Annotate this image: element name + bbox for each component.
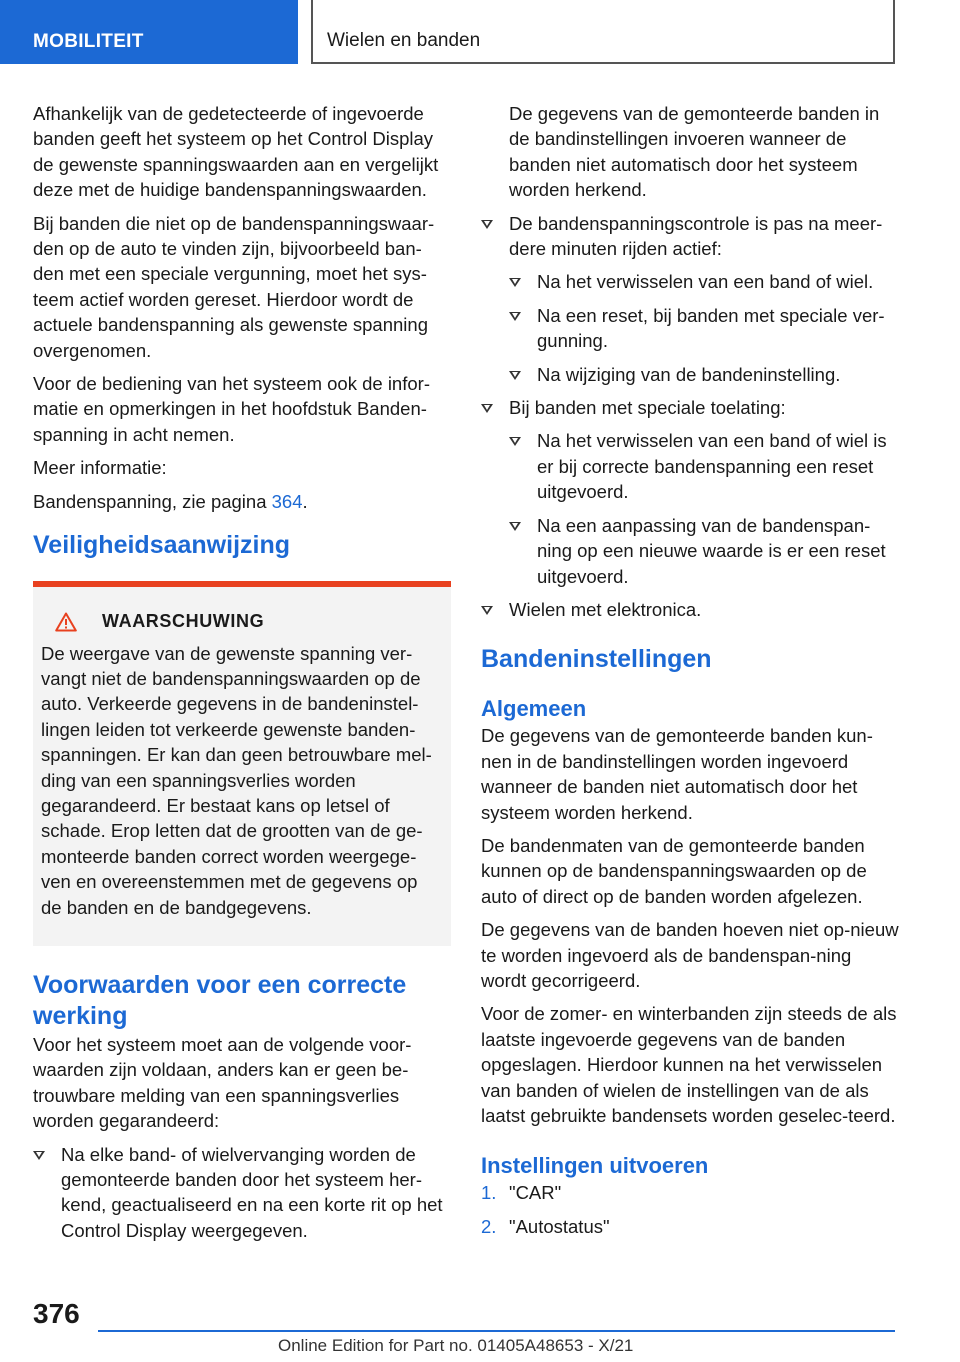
page-number: 376 — [33, 1298, 80, 1329]
paragraph: De gegevens van de gemonteerde banden kun-nen in de bandinstellingen worden ingevoerd wanneer de banden niet automatisch door het systeem worden herkend. — [481, 725, 873, 823]
list-item-text: Bij banden met speciale toelating: — [509, 397, 786, 419]
section-tab — [0, 0, 298, 64]
bullet-triangle-icon — [509, 312, 521, 321]
list-item-text: Wielen met elektronica. — [509, 598, 702, 620]
list-item-text: Na het verwisselen van een band of wiel. — [537, 271, 874, 293]
list-item — [481, 395, 901, 420]
section-label: MOBILITEIT — [33, 31, 144, 52]
bullet-triangle-icon — [509, 522, 521, 531]
paragraph: Voor de zomer- en winterbanden zijn steeds de als laatste ingevoerde gegevens van de banden opgeslagen. Hierdoor kunnen na het verwisselen van banden of wielen de instellingen van de als laatst gebruikte bandensets worden geselec-teerd. — [481, 1003, 897, 1126]
warning-text: De weergave van de gewenste spanning ver-vangt niet de bandenspanningswaarden op de auto. Verkeerde gegevens in de bandeninstel-lingen leiden tot verkeerde gewenste banden-spanningen. Er kan dan geen betrouwbare mel-ding van een spanningsverlies worden gegarandeerd. Er bestaat kans op letsel of schade. Erop letten dat de grootten van de ge-monteerde banden correct worden weergege-ven en overeenstemmen met de gegevens op de banden en de bandgegevens. — [41, 642, 432, 918]
heading-perform-settings: Instellingen uitvoeren — [481, 1153, 709, 1179]
warning-title: WAARSCHUWING — [102, 611, 265, 632]
page-link[interactable]: 364 — [271, 490, 303, 512]
bullet-triangle-icon — [481, 606, 493, 615]
paragraph: Voor de bediening van het systeem ook de infor-matie en opmerkingen in het hoofdstuk Banden-spanning in acht nemen. — [33, 373, 430, 445]
list-item — [481, 597, 901, 622]
sub-list-item — [509, 269, 901, 294]
heading-general: Algemeen — [481, 696, 587, 722]
sub-list-item — [509, 303, 901, 354]
heading-tire-settings: Bandeninstellingen — [481, 645, 712, 674]
sub-list-item — [509, 513, 901, 589]
paragraph: Afhankelijk van de gedetecteerde of ingevoerde banden geeft het systeem op het Control Display de gewenste spanningswaarden aan en vergelijkt deze met de huidige bandenspanningswaarden. — [33, 103, 439, 201]
step-number: 2. — [481, 1215, 497, 1237]
warning-header — [55, 609, 443, 634]
step-text: "Autostatus" — [509, 1215, 610, 1237]
sub-list-item — [509, 428, 901, 504]
step-item — [481, 1214, 901, 1239]
list-item-text: Na het verwisselen van een band of wiel is er bij correcte bandenspanning een reset uitgevoerd. — [537, 430, 887, 503]
step-number: 1. — [481, 1182, 497, 1204]
list-item-text: Na een reset, bij banden met speciale ver-gunning. — [537, 304, 885, 352]
warning-box — [33, 581, 451, 946]
paragraph: De gegevens van de banden hoeven niet op-nieuw te worden ingevoerd als de bandenspan-ning wordt gecorrigeerd. — [481, 919, 899, 991]
bullet-triangle-icon — [509, 278, 521, 287]
list-item — [33, 1142, 451, 1244]
footer-edition: Online Edition for Part no. 01405A48653 - X/21 — [278, 1336, 634, 1355]
bullet-triangle-icon — [481, 404, 493, 413]
reference-end: . — [302, 490, 308, 512]
list-item-text: Na elke band- of wielvervanging worden de gemonteerde banden door het systeem her-kend, geactualiseerd en na een korte rit op het Control Display weergegeven. — [61, 1143, 443, 1241]
list-item — [481, 211, 901, 262]
heading-prerequisites: Voorwaarden voor een correcte werking — [33, 970, 407, 1030]
paragraph: De bandenmaten van de gemonteerde banden kunnen op de bandenspanningswaarden op de auto of direct op de banden worden afgelezen. — [481, 834, 867, 907]
step-item — [481, 1180, 901, 1205]
chapter-tab — [311, 0, 895, 64]
bullet-triangle-icon — [509, 437, 521, 446]
paragraph: Voor het systeem moet aan de volgende voor-waarden zijn voldaan, anders kan er geen be-trouwbare melding van een spanningsverlies worden gegarandeerd: — [33, 1033, 412, 1132]
sub-list-item — [509, 362, 901, 387]
paragraph: De gegevens van de gemonteerde banden in de bandinstellingen invoeren wanneer de banden niet automatisch door het systeem worden herkend. — [509, 103, 880, 201]
bullet-triangle-icon — [33, 1151, 45, 1160]
paragraph: Bij banden die niet op de bandenspanningswaar-den op de auto te vinden zijn, bijvoorbeeld ban-den met een speciale vergunning, moet het sys-teem actief worden gereset. Hierdoor wordt de actuele bandenspanning als gewenste spanning overgenomen. — [33, 212, 435, 361]
bullet-triangle-icon — [509, 371, 521, 380]
step-text: "CAR" — [509, 1182, 562, 1204]
warning-triangle-icon — [55, 612, 77, 632]
list-item-text: De bandenspanningscontrole is pas na meer-dere minuten rijden actief: — [509, 212, 883, 260]
reference-text: Bandenspanning, zie pagina — [33, 490, 272, 512]
right-column — [481, 101, 901, 1247]
chapter-label: Wielen en banden — [327, 30, 481, 51]
left-column — [33, 101, 451, 1251]
list-item-text: Na een aanpassing van de bandenspan-ning op een nieuwe waarde is er een reset uitgevoerd. — [537, 514, 886, 587]
list-item-text: Na wijziging van de bandeninstelling. — [537, 363, 841, 385]
heading-safety: Veiligheidsaanwijzing — [33, 531, 291, 560]
bullet-triangle-icon — [481, 220, 493, 229]
cross-reference — [33, 489, 451, 514]
paragraph: Meer informatie: — [33, 457, 167, 479]
footer-divider — [98, 1330, 895, 1332]
